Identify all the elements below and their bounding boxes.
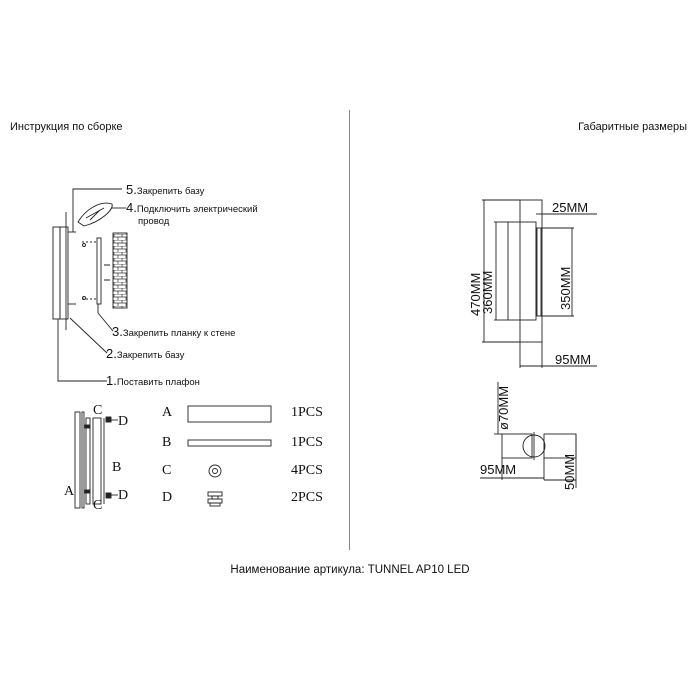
exploded-label-b: B (112, 460, 122, 475)
part-c-qty: 4PCS (291, 463, 323, 478)
dim-50mm: 50MM (562, 453, 577, 490)
part-a-letter: A (162, 405, 173, 420)
mounting-bracket (97, 238, 101, 304)
dim-70mm: ø70MM (496, 385, 511, 430)
lamp-shade (53, 227, 60, 319)
exploded-part-a (75, 412, 80, 508)
part-a-qty: 1PCS (291, 405, 323, 420)
part-a-icon (188, 406, 271, 422)
leader-step-2 (70, 318, 107, 353)
exploded-label-c-bottom: C (93, 498, 103, 513)
leader-step-5 (73, 189, 122, 232)
dim-25mm: 25MM (552, 200, 589, 215)
dim-95mm-top: 95MM (480, 462, 517, 477)
leader-step-3 (98, 304, 113, 331)
step-2-label: 2.Закрепить базу (106, 346, 185, 361)
step-1-label: 1.Поставить плафон (106, 373, 200, 388)
part-c-letter: C (162, 463, 172, 478)
exploded-view (75, 412, 118, 508)
side-inner-body (508, 222, 536, 320)
step-4-label: 4.Подключить электрический провод (126, 200, 258, 227)
assembly-drawing (53, 189, 127, 381)
dimensions-title: Габаритные размеры (578, 121, 687, 133)
exploded-part-b (93, 418, 101, 504)
lamp-base (60, 227, 68, 319)
part-b-icon (188, 440, 271, 446)
exploded-label-a: A (64, 484, 75, 499)
assembly-instructions-title: Инструкция по сборке (10, 121, 123, 133)
step-5-label: 5.Закрепить базу (126, 182, 205, 197)
side-view-drawing (482, 200, 597, 368)
parts-icons (188, 406, 271, 506)
part-d-icon (208, 492, 222, 506)
leader-step-1 (58, 319, 107, 381)
part-c-icon (209, 465, 221, 477)
part-d-qty: 2PCS (291, 490, 323, 505)
exploded-label-d-top: D (118, 414, 129, 429)
part-d-letter: D (162, 490, 173, 505)
dim-470mm: 470MM (468, 272, 483, 316)
step-3-label: 3.Закрепить планку к стене (112, 324, 236, 339)
dim-360mm: 360MM (480, 270, 495, 314)
part-b-letter: B (162, 435, 172, 450)
dim-350mm: 350MM (558, 266, 573, 310)
wall-bricks (113, 233, 127, 308)
article-name: Наименование артикула: TUNNEL AP10 LED (230, 564, 470, 576)
exploded-label-d-bottom: D (118, 488, 129, 503)
exploded-label-c-top: C (93, 403, 103, 418)
part-b-qty: 1PCS (291, 435, 323, 450)
side-outer-plate (520, 200, 542, 342)
dim-95mm-side: 95MM (555, 352, 592, 367)
